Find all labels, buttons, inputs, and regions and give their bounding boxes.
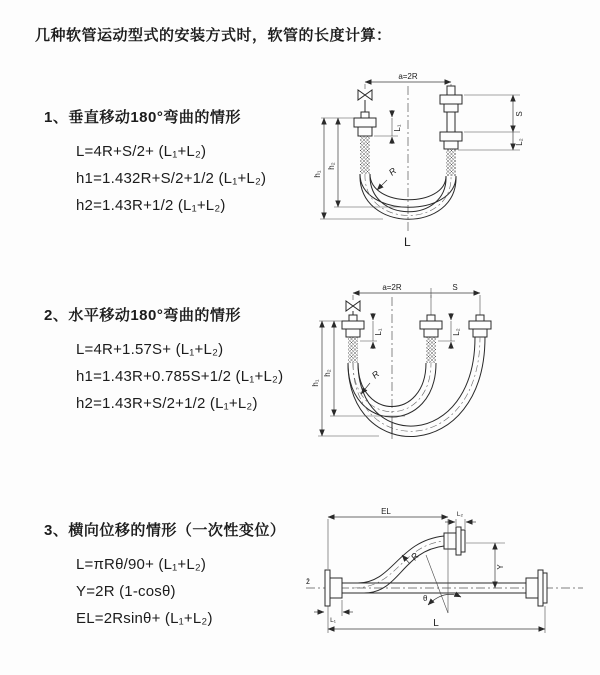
dim-label-l1: L₁: [393, 124, 402, 132]
valve-icon: [346, 301, 360, 315]
dim-label-s: S: [452, 283, 458, 292]
dim-label-h2: h₂: [323, 369, 332, 377]
right-flange-original-position: [526, 570, 547, 606]
length-label: L: [404, 235, 411, 249]
dim-label-l2: L₂: [452, 328, 461, 336]
axis-label: z̄: [306, 577, 310, 586]
section-horizontal-180: [44, 306, 283, 417]
formula-line: L=πRθ/90+ (L₁+L₂): [76, 556, 207, 573]
radius-label: R: [408, 550, 421, 563]
dim-label-l: L: [433, 618, 439, 629]
displaced-hose-s-curve: [353, 536, 444, 593]
stroke-dimensions: [458, 95, 524, 150]
dim-label-el: EL: [381, 507, 391, 516]
width-stroke-dimension: [353, 283, 480, 319]
dim-label-a2r: a=2R: [382, 283, 402, 292]
diagram-lateral-displacement: [298, 503, 593, 648]
formula-line: Y=2R (1-cosθ): [76, 583, 176, 600]
formula-line: h1=1.432R+S/2+1/2 (L₁+L₂): [76, 170, 267, 187]
radius-label: R: [386, 165, 399, 178]
fitting2-dimension: [445, 511, 476, 529]
moving-end-position1-fitting: [420, 315, 442, 363]
length-dimension: [328, 606, 545, 633]
page-title: 几种软管运动型式的安装方式时，软管的长度计算：: [35, 27, 392, 44]
dim-label-h1: h₁: [313, 170, 322, 178]
dim-label-h1: h₁: [311, 379, 320, 387]
dim-label-l1: L₁: [374, 328, 383, 336]
fitting1-dimension: [374, 110, 402, 144]
radius-label: R: [369, 368, 382, 381]
hose-u-bends: [348, 337, 485, 437]
dim-label-l1: L₁: [330, 617, 336, 624]
section-heading: 2、水平移动180°弯曲的情形: [44, 307, 241, 324]
moving-end-fitting: [440, 86, 462, 176]
angle-annotation: [423, 555, 461, 613]
formula-line: h2=1.43R+S/2+1/2 (L₁+L₂): [76, 395, 258, 412]
y-dimension: [466, 543, 505, 588]
formula-line: h1=1.43R+0.785S+1/2 (L₁+L₂): [76, 368, 284, 385]
section-heading: 3、横向位移的情形（一次性变位）: [44, 522, 286, 539]
radius-annotation: [361, 368, 382, 394]
diagram-horizontal-180: [313, 283, 583, 458]
formula-line: L=4R+1.57S+ (L₁+L₂): [76, 341, 224, 358]
dim-label-a2r: a=2R: [398, 72, 418, 81]
el-dimension: [328, 507, 448, 613]
formula-line: L=4R+S/2+ (L₁+L₂): [76, 143, 207, 160]
formula-line: EL=2Rsinθ+ (L₁+L₂): [76, 610, 213, 627]
valve-icon: [358, 90, 372, 112]
moving-end-position2-fitting: [469, 315, 491, 337]
fixed-end-fitting: [354, 112, 376, 174]
dim-label-l2: L₂: [456, 511, 464, 518]
dim-label-s: S: [515, 111, 524, 117]
dim-label-y: Y: [496, 564, 505, 570]
fitting1-dimension: [360, 313, 383, 349]
section-heading: 1、垂直移动180°弯曲的情形: [44, 109, 241, 126]
angle-label: θ: [423, 594, 428, 603]
fitting1-dimension: [314, 600, 353, 624]
formula-line: h2=1.43R+1/2 (L₁+L₂): [76, 197, 226, 214]
diagram-vertical-180: [308, 70, 558, 260]
dim-label-l2: L₂: [515, 138, 524, 146]
upper-flange-displaced-position: [444, 527, 465, 555]
left-flange: [325, 570, 342, 606]
fixed-end-fitting: [342, 315, 364, 363]
radius-annotation: [377, 165, 399, 190]
section-lateral-displacement: [44, 521, 285, 632]
section-vertical-180: [44, 108, 266, 219]
fitting2-dimension: [438, 313, 461, 349]
dim-label-h2: h₂: [327, 162, 336, 170]
